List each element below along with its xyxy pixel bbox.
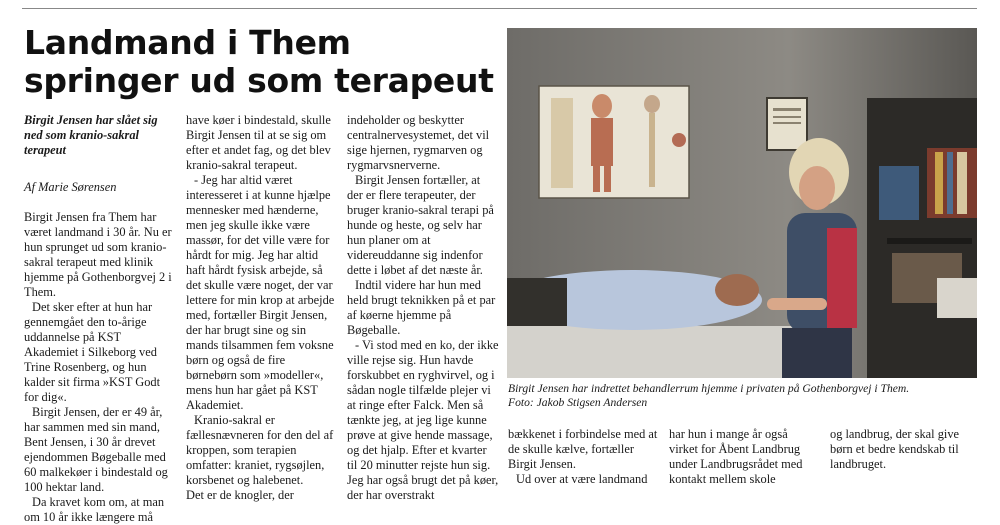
paragraph: bækkenet i forbindelse med at de skulle kælve, fortæller Birgit Jensen. [508, 427, 658, 471]
column-1 [24, 113, 176, 525]
paragraph: og landbrug, der skal give børn et bedre kendskab til landbruget. [830, 427, 960, 471]
paragraph: har hun i mange år også virket for Åbent Landbrug under Landbrugsrådet med kontakt mellem skole [669, 427, 803, 486]
photo-credit: Foto: Jakob Stigsen Andersen [508, 396, 648, 409]
column-2 [186, 113, 338, 503]
paragraph: Det sker efter at hun har gennemgået den to-årige uddannelse på KST Akademiet i Silkeborg ved Trine Rosenberg, og hun kalder sit firma »KST Godt for dig«. [24, 300, 161, 404]
paragraph: Indtil videre har hun med held brugt teknikken på et par af køerne hjemme på Bøgeballe. [347, 278, 496, 337]
paragraph: Birgit Jensen fortæller, at der er flere terapeuter, der bruger kranio-sakral terapi på hunde og heste, og selv har hun planer om at videreuddanne sig indenfor dette i løbet af det næste år. [347, 173, 494, 277]
paragraph: Ud over at være landmand [516, 472, 648, 486]
byline: Af Marie Sørensen [24, 180, 117, 194]
article-photo [507, 28, 977, 378]
paragraph: Kranio-sakral er fællesnævneren for den del af kroppen, som terapien omfatter: kraniet, rygsøjlen, korsbenet og halebenet. [186, 413, 334, 487]
paragraph: Da kravet kom om, at man om 10 år ikke længere må [24, 495, 165, 524]
photo-caption [508, 382, 978, 410]
paragraph: Birgit Jensen fra Them har været landmand i 30 år. Nu er hun sprunget ud som kranio-sakral terapeut med klinik hjemme på Gothenborgvej 2 i Them. [24, 210, 172, 299]
headline: Landmand i Them springer ud som terapeut [24, 23, 494, 100]
top-rule [22, 8, 977, 9]
column-3 [347, 113, 499, 503]
therapy-photo-illustration [507, 28, 977, 378]
lead-text: Birgit Jensen har slået sig ned som kranio-sakral terapeut [24, 113, 158, 157]
paragraph: Birgit Jensen, der er 49 år, har sammen med sin mand, Bent Jensen, i 30 år drevet ejendommen Bøgeballe med 60 malkekøer i bindestald og 100 hektar land. [24, 405, 168, 494]
paragraph: have køer i bindestald, skulle Birgit Jensen til at se sig om efter et andet fag, og det blev kranio-sakral terapeut. [186, 113, 331, 172]
column-5 [669, 427, 819, 487]
paragraph: indeholder og beskytter centralnervesystemet, det vil sige hjernen, rygmarven og rygmarvsnerverne. [347, 113, 490, 172]
paragraph: Det er de knogler, der [186, 488, 294, 502]
paragraph: - Jeg har altid været interesseret i at kunne hjælpe mennesker med hænderne, men jeg skulle ikke være massør, for det ville være for hårdt for mig. Jeg har altid haft hårdt fysisk arbejde, så det skulle være noget, der var lettere for min krop at arbejde med, fortæller Birgit Jensen, der har brugt sine og sin mands tilsammen fem voksne børn og også de fire børnebørn som »modeller«, mens hun har gået på KST Akademiet. [186, 173, 335, 412]
column-4 [508, 427, 658, 487]
caption-text: Birgit Jensen har indrettet behandlerrum hjemme i privaten på Gothenborgvej i Them. [508, 382, 910, 395]
paragraph: - Vi stod med en ko, der ikke ville rejse sig. Hun havde forskubbet en ryghvirvel, og i sådan nogle tilfælde plejer vi at ringe efter Falck. Men så tænkte jeg, at jeg lige kunne prøve at give hende massage, og det hjalp. Efter et kvarter til 20 minutter rejste hun sig. Jeg har også brugt det på køer, der har overstrakt [347, 338, 499, 502]
column-6 [830, 427, 980, 472]
